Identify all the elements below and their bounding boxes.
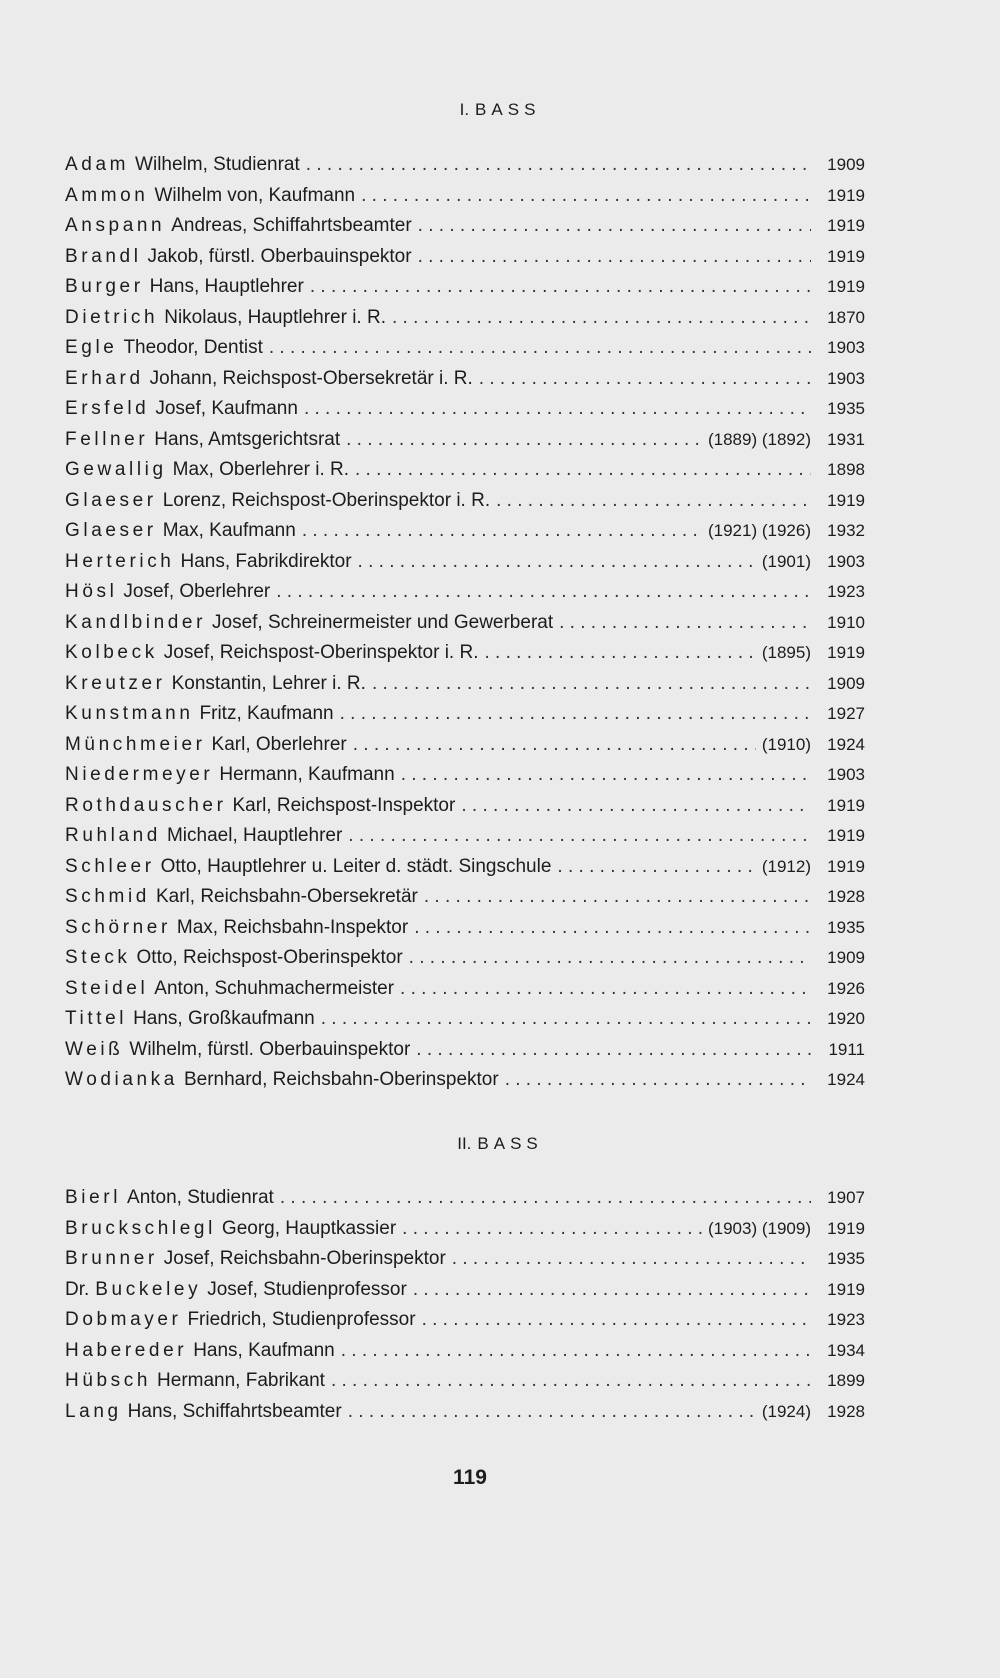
list-item	[65, 974, 865, 1005]
list-item	[65, 943, 865, 974]
membership-year: 1931	[827, 429, 865, 449]
surname: Tittel	[65, 1008, 128, 1029]
dot-leader	[280, 1183, 811, 1214]
surname: Bierl	[65, 1187, 122, 1208]
list-item	[65, 1214, 865, 1245]
list-item	[65, 577, 865, 608]
surname: Niedermeyer	[65, 764, 214, 785]
list-item	[65, 1244, 865, 1275]
list-item	[65, 638, 865, 669]
list-item	[65, 791, 865, 822]
membership-year: 1919	[827, 856, 865, 876]
dot-leader	[400, 974, 811, 1005]
list-item	[65, 333, 865, 364]
member-description: Nikolaus, Hauptlehrer i. R.	[164, 306, 386, 328]
membership-year: 1927	[827, 704, 865, 723]
surname: Erhard	[65, 367, 144, 389]
membership-year: 1919	[827, 246, 865, 266]
dot-leader	[361, 181, 811, 212]
member-description: Anton, Studienrat	[127, 1187, 274, 1208]
list-item	[65, 1183, 865, 1214]
dot-leader	[276, 577, 811, 608]
surname: Egle	[65, 337, 118, 358]
list-item	[65, 730, 865, 761]
surname: Schmid	[65, 886, 150, 907]
prior-years: (1889) (1892)	[707, 429, 811, 449]
list-item	[65, 1336, 865, 1367]
list-item	[65, 1366, 865, 1397]
membership-year: 1923	[827, 1310, 865, 1329]
dot-leader	[422, 1305, 811, 1336]
membership-year: 1928	[827, 887, 865, 906]
prior-years: (1921) (1926)	[707, 521, 811, 540]
member-description: Otto, Reichspost-Oberinspektor	[136, 947, 403, 968]
member-description: Josef, Oberlehrer	[123, 581, 271, 602]
surname: Herterich	[65, 550, 175, 572]
list-item	[65, 1035, 865, 1066]
surname: Ersfeld	[65, 398, 150, 419]
surname: Dietrich	[65, 306, 159, 328]
member-description: Josef, Kaufmann	[155, 398, 298, 419]
membership-year: 1923	[827, 582, 865, 601]
prior-years: (1903) (1909)	[707, 1218, 811, 1238]
membership-year: 1934	[827, 1340, 865, 1360]
member-description: Fritz, Kaufmann	[199, 703, 334, 724]
surname: Steck	[65, 947, 131, 968]
list-item	[65, 547, 865, 578]
member-description: Josef, Studienprofessor	[207, 1278, 407, 1300]
dot-leader	[306, 150, 811, 181]
dot-leader	[557, 852, 755, 883]
surname: Fellner	[65, 428, 149, 450]
member-description: Bernhard, Reichsbahn-Oberinspektor	[183, 1069, 499, 1090]
surname: Ammon	[65, 184, 149, 206]
dot-leader	[559, 608, 811, 639]
list-item	[65, 150, 865, 181]
surname: Dobmayer	[65, 1309, 182, 1330]
dot-leader	[348, 821, 811, 852]
page-number: 119	[453, 1466, 487, 1489]
dot-leader	[402, 1214, 702, 1245]
membership-year: 1909	[827, 673, 865, 693]
section-heading-2	[0, 1134, 1000, 1154]
member-description: Johann, Reichspost-Obersekretär i. R.	[149, 367, 473, 389]
dot-leader	[302, 516, 702, 547]
prior-years: (1912)	[761, 856, 811, 876]
member-description: Hans, Schiffahrtsbeamter	[127, 1400, 342, 1422]
member-description: Theodor, Dentist	[123, 337, 263, 358]
member-description: Andreas, Schiffahrtsbeamter	[171, 215, 412, 236]
surname: Brunner	[65, 1248, 158, 1269]
surname: Münchmeier	[65, 733, 206, 755]
membership-year: 1898	[827, 460, 865, 479]
membership-year: 1909	[827, 948, 865, 967]
member-description: Wilhelm von, Kaufmann	[154, 184, 356, 206]
list-item	[65, 242, 865, 273]
membership-year: 1919	[827, 1279, 865, 1299]
section-numeral: II.	[457, 1134, 472, 1153]
dot-leader	[353, 730, 756, 761]
surname: Buckeley	[95, 1278, 202, 1300]
dot-leader	[418, 211, 811, 242]
dot-leader	[269, 333, 811, 364]
prior-years: (1924)	[761, 1401, 811, 1421]
surname: Hösl	[65, 581, 118, 602]
membership-year: 1911	[828, 1039, 865, 1059]
surname: Weiß	[65, 1038, 124, 1060]
dot-leader	[452, 1244, 811, 1275]
membership-year: 1920	[827, 1009, 865, 1028]
membership-year: 1919	[827, 826, 865, 845]
list-item	[65, 882, 865, 913]
membership-year: 1932	[827, 521, 865, 540]
member-description: Hans, Großkaufmann	[133, 1008, 315, 1029]
dot-leader	[409, 943, 811, 974]
membership-year: 1919	[827, 643, 865, 662]
list-item	[65, 913, 865, 944]
membership-year: 1903	[827, 765, 865, 784]
dot-leader	[310, 272, 811, 303]
member-description: Wilhelm, fürstl. Oberbauinspektor	[129, 1038, 411, 1060]
list-item	[65, 1275, 865, 1306]
surname: Habereder	[65, 1339, 188, 1361]
membership-year: 1935	[827, 917, 865, 937]
member-description: Hermann, Fabrikant	[157, 1370, 325, 1391]
membership-year: 1919	[827, 216, 865, 235]
member-list-section-2	[65, 1183, 865, 1427]
membership-year: 1919	[827, 490, 865, 510]
membership-year: 1919	[827, 1218, 865, 1238]
surname: Schleer	[65, 855, 155, 877]
section-heading-1	[0, 100, 1000, 120]
surname: Brandl	[65, 245, 142, 267]
list-item	[65, 303, 865, 334]
surname: Anspann	[65, 215, 166, 236]
section-numeral: I.	[459, 100, 470, 119]
dot-leader	[348, 1397, 756, 1428]
membership-year: 1870	[827, 307, 865, 327]
surname: Burger	[65, 276, 144, 297]
member-description: Max, Reichsbahn-Inspektor	[176, 916, 409, 938]
surname: Bruckschlegl	[65, 1217, 216, 1239]
surname: Glaeser	[65, 520, 157, 541]
dot-leader	[401, 760, 811, 791]
list-item	[65, 394, 865, 425]
membership-year: 1935	[827, 1249, 865, 1268]
member-list-section-1	[65, 150, 865, 1096]
dot-leader	[358, 547, 756, 578]
dot-leader	[340, 699, 811, 730]
list-item	[65, 364, 865, 395]
member-description: Anton, Schuhmachermeister	[154, 977, 395, 999]
list-item	[65, 1065, 865, 1096]
dot-leader	[418, 242, 811, 273]
surname: Kandlbinder	[65, 611, 207, 633]
member-description: Karl, Reichsbahn-Obersekretär	[155, 886, 418, 907]
list-item	[65, 486, 865, 517]
list-item	[65, 1305, 865, 1336]
member-description: Josef, Schreinermeister und Gewerberat	[212, 611, 554, 633]
dot-leader	[505, 1065, 811, 1096]
surname: Lang	[65, 1400, 122, 1422]
dot-leader	[331, 1366, 811, 1397]
member-description: Georg, Hauptkassier	[221, 1217, 397, 1239]
list-item	[65, 181, 865, 212]
member-description: Josef, Reichspost-Oberinspektor i. R.	[163, 642, 479, 663]
member-description: Hans, Fabrikdirektor	[180, 550, 352, 572]
membership-year: 1903	[827, 338, 865, 357]
surname: Schörner	[65, 916, 171, 938]
member-description: Max, Oberlehrer i. R.	[172, 459, 349, 480]
member-description: Wilhelm, Studienrat	[135, 154, 300, 175]
membership-year: 1903	[827, 368, 865, 388]
list-item	[65, 211, 865, 242]
surname: Kreutzer	[65, 672, 166, 694]
member-description: Karl, Oberlehrer	[211, 733, 347, 755]
list-item	[65, 516, 865, 547]
member-description: Hans, Hauptlehrer	[149, 276, 304, 297]
list-item	[65, 608, 865, 639]
dot-leader	[416, 1035, 811, 1066]
dot-leader	[346, 425, 702, 456]
dot-leader	[413, 1275, 811, 1306]
dot-leader	[424, 882, 811, 913]
member-description: Friedrich, Studienprofessor	[187, 1309, 416, 1330]
section-title: BASS	[475, 100, 541, 119]
prior-years: (1901)	[761, 551, 811, 571]
member-description: Lorenz, Reichspost-Oberinspektor i. R.	[162, 489, 491, 511]
surname: Wodianka	[65, 1069, 178, 1090]
list-item	[65, 455, 865, 486]
member-description: Jakob, fürstl. Oberbauinspektor	[147, 245, 412, 267]
surname: Kunstmann	[65, 703, 194, 724]
list-item	[65, 669, 865, 700]
surname: Kolbeck	[65, 642, 158, 663]
dot-leader	[479, 364, 811, 395]
list-item	[65, 425, 865, 456]
membership-year: 1924	[827, 1070, 865, 1089]
membership-year: 1926	[827, 978, 865, 998]
dot-leader	[414, 913, 811, 944]
membership-year: 1928	[827, 1401, 865, 1421]
name-prefix: Dr.	[65, 1278, 90, 1300]
membership-year: 1924	[827, 734, 865, 754]
membership-year: 1903	[827, 551, 865, 571]
surname: Gewallig	[65, 459, 167, 480]
list-item	[65, 760, 865, 791]
dot-leader	[304, 394, 811, 425]
dot-leader	[496, 486, 811, 517]
surname: Hübsch	[65, 1370, 152, 1391]
section-title: BASS	[477, 1134, 543, 1153]
surname: Rothdauscher	[65, 794, 227, 816]
membership-year: 1899	[827, 1371, 865, 1390]
member-description: Hans, Kaufmann	[193, 1339, 335, 1361]
prior-years: (1910)	[761, 734, 811, 754]
member-description: Hermann, Kaufmann	[219, 764, 395, 785]
member-description: Max, Kaufmann	[162, 520, 296, 541]
list-item	[65, 699, 865, 730]
member-description: Konstantin, Lehrer i. R.	[171, 672, 366, 694]
membership-year: 1907	[827, 1188, 865, 1207]
member-description: Josef, Reichsbahn-Oberinspektor	[163, 1248, 446, 1269]
surname: Glaeser	[65, 489, 157, 511]
dot-leader	[484, 638, 755, 669]
list-item	[65, 852, 865, 883]
surname: Ruhland	[65, 825, 161, 846]
member-description: Michael, Hauptlehrer	[166, 825, 343, 846]
membership-year: 1919	[827, 277, 865, 296]
prior-years: (1895)	[761, 643, 811, 662]
membership-year: 1935	[827, 399, 865, 418]
surname: Steidel	[65, 977, 149, 999]
dot-leader	[321, 1004, 811, 1035]
dot-leader	[392, 303, 811, 334]
list-item	[65, 821, 865, 852]
member-description: Karl, Reichspost-Inspektor	[232, 794, 456, 816]
list-item	[65, 272, 865, 303]
dot-leader	[355, 455, 811, 486]
dot-leader	[341, 1336, 811, 1367]
dot-leader	[461, 791, 811, 822]
surname: Adam	[65, 154, 130, 175]
dot-leader	[372, 669, 811, 700]
membership-year: 1919	[827, 795, 865, 815]
list-item	[65, 1004, 865, 1035]
membership-year: 1919	[827, 185, 865, 205]
member-description: Otto, Hauptlehrer u. Leiter d. städt. Singschule	[160, 855, 552, 877]
list-item	[65, 1397, 865, 1428]
membership-year: 1909	[827, 155, 865, 174]
member-description: Hans, Amtsgerichtsrat	[154, 428, 341, 450]
membership-year: 1910	[827, 612, 865, 632]
